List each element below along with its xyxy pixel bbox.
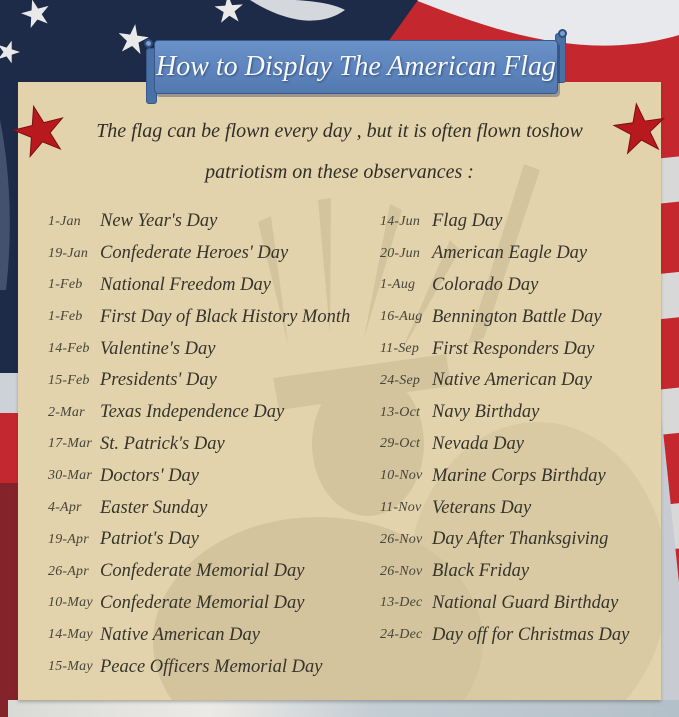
- page-title: How to Display The American Flag: [155, 51, 556, 82]
- observance-date: 29-Oct: [380, 436, 421, 452]
- observance-row: [380, 524, 648, 556]
- observance-row: [48, 651, 380, 683]
- observance-row: [380, 333, 648, 365]
- observance-date: 1-Jan: [48, 213, 81, 229]
- observance-date: 26-Nov: [380, 531, 423, 547]
- observance-name: Confederate Memorial Day: [100, 561, 305, 582]
- observance-name: Doctors' Day: [100, 465, 200, 486]
- observance-row: [380, 301, 648, 333]
- observance-row: [380, 270, 648, 302]
- observance-row: [380, 460, 648, 492]
- observance-name: National Guard Birthday: [432, 592, 619, 613]
- observance-date: 1-Aug: [380, 277, 416, 293]
- observance-date: 14-Jun: [380, 213, 421, 229]
- observance-row: [48, 619, 380, 651]
- banner-curl-left-icon: [144, 39, 153, 48]
- observance-date: 24-Sep: [380, 372, 421, 388]
- observance-date: 4-Apr: [48, 500, 82, 516]
- observance-date: 26-Nov: [380, 563, 423, 579]
- observance-name: Flag Day: [432, 211, 503, 232]
- observance-name: Confederate Memorial Day: [100, 592, 305, 613]
- observance-row: [380, 588, 648, 620]
- observance-row: [380, 206, 648, 238]
- observance-row: [380, 492, 648, 524]
- observance-name: Colorado Day: [432, 274, 539, 295]
- observance-name: Easter Sunday: [100, 497, 208, 518]
- observance-date: 13-Oct: [380, 404, 421, 420]
- observance-name: Day After Thanksgiving: [432, 529, 609, 550]
- observance-date: 19-Jan: [48, 245, 89, 261]
- right-star-icon: [606, 97, 673, 163]
- observance-row: [48, 492, 380, 524]
- observance-name: St. Patrick's Day: [100, 433, 225, 454]
- observance-date: 20-Jun: [380, 245, 421, 261]
- observance-name: Valentine's Day: [100, 338, 216, 359]
- observance-name: Bennington Battle Day: [432, 306, 602, 327]
- observance-name: Marine Corps Birthday: [432, 465, 606, 486]
- observance-name: Peace Officers Memorial Day: [100, 656, 323, 677]
- observance-list: [48, 206, 648, 683]
- observance-name: Patriot's Day: [100, 529, 200, 550]
- observance-row: [48, 301, 380, 333]
- observance-row: [380, 556, 648, 588]
- observance-date: 24-Dec: [380, 627, 423, 643]
- observance-date: 15-Feb: [48, 372, 90, 388]
- observance-date: 1-Feb: [48, 277, 83, 293]
- observance-date: 2-Mar: [48, 404, 85, 420]
- observance-name: Confederate Heroes' Day: [100, 243, 289, 264]
- subtitle-line-1: The flag can be flown every day , but it is often flown toshow: [96, 120, 583, 142]
- observance-name: Texas Independence Day: [100, 402, 285, 423]
- observance-date: 19-Apr: [48, 531, 89, 547]
- observance-name: First Responders Day: [432, 338, 595, 359]
- observance-date: 14-Feb: [48, 341, 90, 357]
- observance-date: 13-Dec: [380, 595, 423, 611]
- observance-name: Native American Day: [432, 370, 592, 391]
- observance-name: Black Friday: [432, 561, 530, 582]
- observance-name: Day off for Christmas Day: [432, 624, 630, 645]
- observance-row: [48, 588, 380, 620]
- title-banner: [146, 34, 566, 100]
- observance-row: [48, 524, 380, 556]
- observance-date: 15-May: [48, 659, 93, 675]
- observance-date: 14-May: [48, 627, 93, 643]
- observance-row: [380, 238, 648, 270]
- observance-row: [380, 429, 648, 461]
- observance-date: 11-Nov: [380, 500, 422, 516]
- observance-row: [380, 619, 648, 651]
- subtitle: [62, 111, 617, 193]
- observance-row: [48, 397, 380, 429]
- observance-name: American Eagle Day: [432, 243, 588, 264]
- observance-name: Presidents' Day: [100, 370, 217, 391]
- observance-row: [48, 556, 380, 588]
- observance-row: [48, 460, 380, 492]
- observance-name: Nevada Day: [432, 433, 524, 454]
- observance-row: [48, 270, 380, 302]
- observance-date: 1-Feb: [48, 309, 83, 325]
- observance-row: [48, 238, 380, 270]
- observance-name: Navy Birthday: [432, 402, 540, 423]
- observance-row: [380, 397, 648, 429]
- observance-date: 30-Mar: [48, 468, 92, 484]
- observance-row: [48, 365, 380, 397]
- observance-date: 11-Sep: [380, 341, 420, 357]
- observance-column-left: [48, 206, 380, 683]
- subtitle-line-2: patriotism on these observances :: [205, 161, 474, 183]
- observance-name: Native American Day: [100, 624, 260, 645]
- observance-date: 16-Aug: [380, 309, 423, 325]
- observance-date: 10-Nov: [380, 468, 423, 484]
- observance-column-right: [380, 206, 648, 683]
- observance-name: First Day of Black History Month: [100, 306, 351, 327]
- observance-row: [48, 429, 380, 461]
- observance-row: [48, 333, 380, 365]
- observance-date: 10-May: [48, 595, 93, 611]
- observance-name: National Freedom Day: [100, 274, 271, 295]
- observance-date: 17-Mar: [48, 436, 92, 452]
- observance-row: [48, 206, 380, 238]
- observance-date: 26-Apr: [48, 563, 89, 579]
- observance-name: Veterans Day: [432, 497, 532, 518]
- observance-name: New Year's Day: [100, 211, 218, 232]
- observance-row: [380, 365, 648, 397]
- banner-face: [154, 40, 558, 94]
- banner-curl-right-icon: [558, 29, 567, 38]
